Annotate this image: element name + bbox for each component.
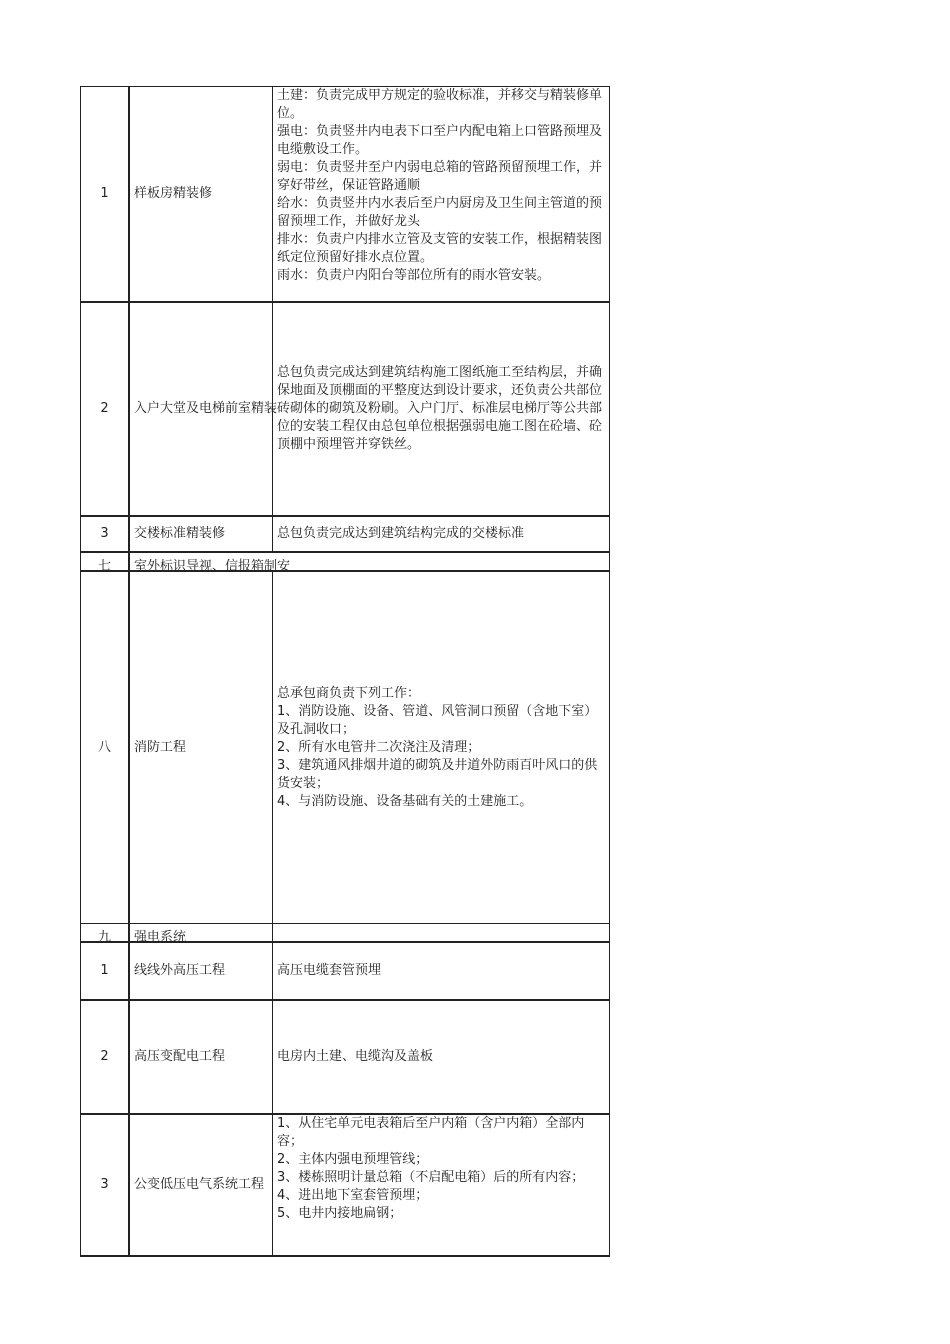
section-title: 室外标识导视、信报箱制安	[134, 559, 291, 574]
item-description	[273, 553, 610, 570]
item-name: 入户大堂及电梯前室精装	[130, 303, 273, 515]
item-name: 交楼标准精装修	[130, 517, 273, 551]
item-description: 总包负责完成达到建筑结构施工图纸施工至结构层，并确保地面及顶棚面的平整度达到设计要求，还负责公共部位砖砌体的砌筑及粉刷。入户门厅、标准层电梯厅等公共部位的安装工程仅由总包单位根据强弱电施工图在砼墙、砼顶棚中预埋管并穿铁丝。	[273, 303, 610, 515]
section-number: 七	[80, 553, 130, 570]
row-number: 3	[80, 517, 130, 551]
item-name: 样板房精装修	[130, 87, 273, 301]
row-number: 1	[80, 943, 130, 999]
table-row	[80, 303, 610, 517]
table-row	[80, 572, 610, 924]
item-description	[273, 924, 610, 941]
row-number: 1	[80, 87, 130, 301]
row-number: 2	[80, 1001, 130, 1113]
section-header-row	[80, 553, 610, 572]
item-description: 总承包商负责下列工作： 1、消防设施、设备、管道、风管洞口预留（含地下室）及孔洞收口； 2、所有水电管井二次浇注及清理； 3、建筑通风排烟井道的砌筑及井道外防雨百叶风口的供货安装； 4、与消防设施、设备基础有关的土建施工。	[273, 572, 610, 923]
row-number: 2	[80, 303, 130, 515]
section-number: 八	[80, 572, 130, 923]
item-name: 公变低压电气系统工程	[130, 1115, 273, 1255]
item-description: 电房内土建、电缆沟及盖板	[273, 1001, 610, 1113]
table-row	[80, 86, 610, 303]
table-row	[80, 943, 610, 1001]
section-title: 消防工程	[130, 572, 273, 923]
item-description: 1、从住宅单元电表箱后至户内箱（含户内箱）全部内容； 2、主体内强电预埋管线； 3、楼栋照明计量总箱（不启配电箱）后的所有内容； 4、进出地下室套管预埋； 5、电井内接地扁钢；	[273, 1115, 610, 1255]
item-name: 线线外高压工程	[130, 943, 273, 999]
row-number: 3	[80, 1115, 130, 1255]
section-number: 九	[80, 924, 130, 941]
table-row	[80, 1115, 610, 1257]
table-row	[80, 517, 610, 553]
item-description: 高压电缆套管预埋	[273, 943, 610, 999]
item-description: 土建：负责完成甲方规定的验收标准，并移交与精装修单位。 强电：负责竖井内电表下口至户内配电箱上口管路预埋及电缆敷设工作。 弱电：负责竖井至户内弱电总箱的管路预留预埋工作，并穿好带丝，保证管路通顺 给水：负责竖井内水表后至户内厨房及卫生间主管道的预留预埋工作，并做好龙头 排水：负责户内排水立管及支管的安装工作，根据精装图纸定位预留好排水点位置。 雨水：负责户内阳台等部位所有的雨水管安装。	[273, 87, 610, 301]
section-header-row	[80, 924, 610, 943]
item-description: 总包负责完成达到建筑结构完成的交楼标准	[273, 517, 610, 551]
item-name: 高压变配电工程	[130, 1001, 273, 1113]
table-row	[80, 1001, 610, 1115]
section-title: 强电系统	[130, 924, 273, 941]
spreadsheet-table	[80, 86, 610, 1257]
